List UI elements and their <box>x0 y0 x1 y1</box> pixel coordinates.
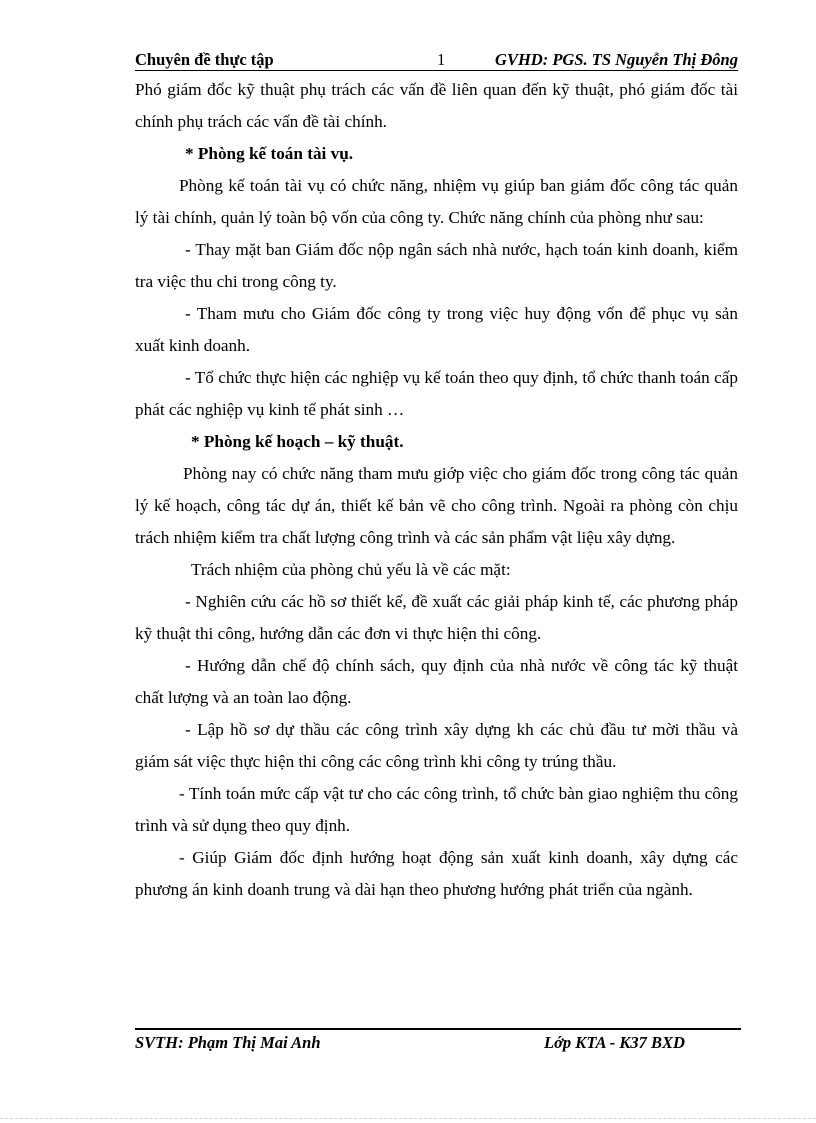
document-body <box>135 74 738 906</box>
header-supervisor: GVHD: PGS. TS Nguyễn Thị Đông <box>495 50 738 69</box>
page-header <box>135 50 738 72</box>
footer-student: SVTH: Phạm Thị Mai Anh <box>135 1033 321 1052</box>
list-item: - Lập hồ sơ dự thầu các công trình xây dựng kh các chủ đầu tư mời thầu và giám sát việc thực hiện thi công các công trình khi công ty trúng thầu. <box>135 720 738 771</box>
paragraph-responsibilities: Trách nhiệm của phòng chủ yếu là về các mặt: <box>191 560 511 579</box>
footer-class: Lớp KTA - K37 BXD <box>544 1033 685 1052</box>
paragraph-planning-role: Phòng nay có chức năng tham mưu giớp việc cho giám đốc trong công tác quản lý kế hoạch, công tác dự án, thiết kế bản vẽ cho công trình. Ngoài ra phòng còn chịu trách nhiệm kiểm tra chất lượng công trình và các sản phẩm vật liệu xây dựng. <box>135 464 738 547</box>
heading-accounting-dept: * Phòng kế toán tài vụ. <box>185 144 354 163</box>
page-number: 1 <box>437 50 446 69</box>
list-item: - Hướng dẫn chế độ chính sách, quy định của nhà nước về công tác kỹ thuật chất lượng và an toàn lao động. <box>135 656 738 707</box>
page-footer <box>135 1024 741 1054</box>
header-rule <box>135 70 738 71</box>
paragraph-intro: Phó giám đốc kỹ thuật phụ trách các vấn đề liên quan đến kỹ thuật, phó giám đốc tài chính phụ trách các vấn đề tài chính. <box>135 80 738 131</box>
footer-rule <box>135 1028 741 1030</box>
header-title: Chuyên đề thực tập <box>135 50 274 69</box>
heading-planning-dept: * Phòng kế hoạch – kỹ thuật. <box>191 432 404 451</box>
list-item: - Nghiên cứu các hồ sơ thiết kế, đề xuất các giải pháp kinh tế, các phương pháp kỹ thuật thi công, hướng dẫn các đơn vi thực hiện thi công. <box>135 592 738 643</box>
page-edge-divider <box>0 1118 816 1119</box>
list-item: - Giúp Giám đốc định hướng hoạt động sản xuất kinh doanh, xây dựng các phương án kinh doanh trung và dài hạn theo phương hướng phát triển của ngành. <box>135 848 738 899</box>
list-item: - Tham mưu cho Giám đốc công ty trong việc huy động vốn để phục vụ sản xuất kinh doanh. <box>135 304 738 355</box>
list-item: - Tổ chức thực hiện các nghiệp vụ kế toán theo quy định, tổ chức thanh toán cấp phát các nghiệp vụ kinh tế phát sinh … <box>135 368 738 419</box>
list-item: - Tính toán mức cấp vật tư cho các công trình, tổ chức bàn giao nghiệm thu công trình và sử dụng theo quy định. <box>135 784 738 835</box>
paragraph-accounting-role: Phòng kế toán tài vụ có chức năng, nhiệm vụ giúp ban giám đốc công tác quản lý tài chính, quản lý toàn bộ vốn của công ty. Chức năng chính của phòng như sau: <box>135 176 738 227</box>
list-item: - Thay mặt ban Giám đốc nộp ngân sách nhà nước, hạch toán kinh doanh, kiểm tra việc thu chi trong công ty. <box>135 240 738 291</box>
